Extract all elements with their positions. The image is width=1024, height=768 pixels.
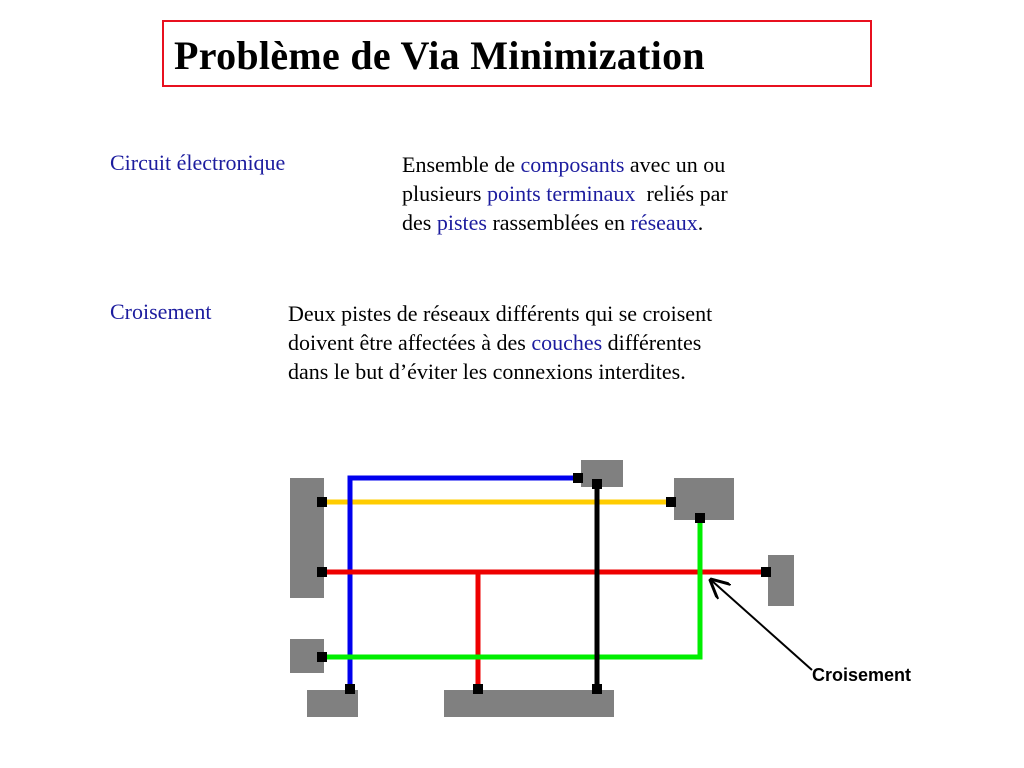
text-run: rassemblées en [486, 210, 631, 235]
component-right [768, 555, 794, 606]
text-run: Deux pistes de réseaux différents qui se croisent [288, 301, 713, 326]
terminal [473, 684, 483, 694]
keyword: points terminaux [486, 181, 636, 206]
terminal [592, 684, 602, 694]
callout-arrow [711, 580, 812, 670]
terminal [573, 473, 583, 483]
text-run: reliés par [635, 181, 728, 206]
component-bottom-left [307, 690, 358, 717]
text-run: plusieurs [402, 181, 487, 206]
terminal [695, 513, 705, 523]
text-run: des [402, 210, 437, 235]
text-run: avec un ou [624, 152, 726, 177]
text-run: dans le but d’éviter les connexions interdites. [288, 359, 686, 384]
terminal [345, 684, 355, 694]
keyword: réseaux [630, 210, 698, 235]
keyword: couches [531, 330, 603, 355]
text-run: doivent être affectées à des [288, 330, 532, 355]
terminal [761, 567, 771, 577]
terminal [317, 652, 327, 662]
component-bottom-wide [444, 690, 614, 717]
terminal [666, 497, 676, 507]
terminal [317, 497, 327, 507]
text-run: . [697, 210, 704, 235]
terminal [317, 567, 327, 577]
text-run: différentes [602, 330, 702, 355]
terminal [592, 479, 602, 489]
component-left-tall [290, 478, 324, 598]
net-green [322, 517, 700, 657]
term-circuit: Circuit électronique [110, 150, 286, 175]
keyword: pistes [436, 210, 487, 235]
page-title: Problème de Via Minimization [174, 33, 705, 78]
term-croisement: Croisement [110, 299, 212, 324]
keyword: composants [520, 152, 625, 177]
text-run: Ensemble de [402, 152, 521, 177]
callout-label: Croisement [812, 665, 912, 685]
